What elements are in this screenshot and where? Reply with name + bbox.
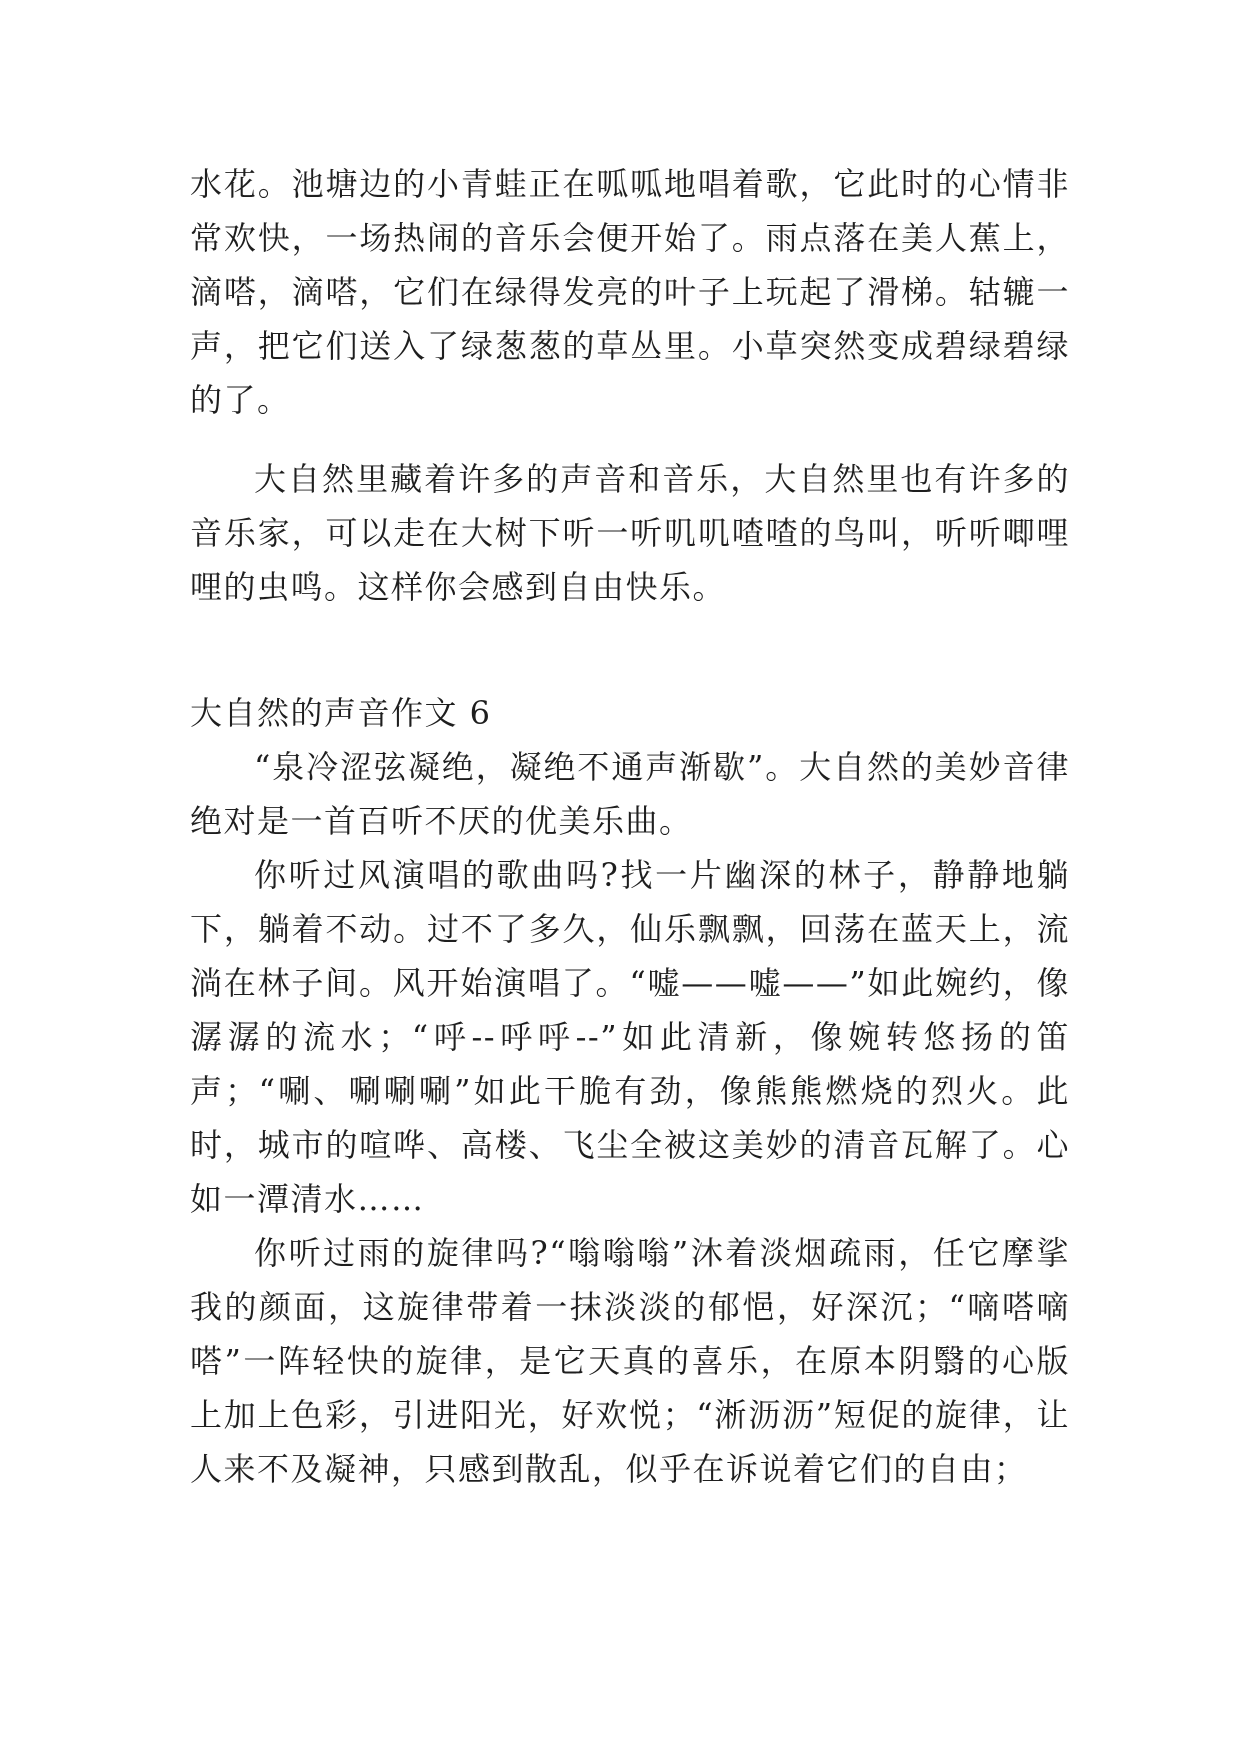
continuation-section xyxy=(190,157,1070,427)
paragraph-poem-quote: “泉冷涩弦凝绝，凝绝不通声渐歇”。大自然的美妙音律绝对是一首百听不厌的优美乐曲。 xyxy=(190,748,1070,840)
essay-6-section xyxy=(190,686,1070,1496)
paragraph-wind-song: 你听过风演唱的歌曲吗?找一片幽深的林子，静静地躺下，躺着不动。过不了多久，仙乐飘飘，回荡在蓝天上，流淌在林子间。风开始演唱了。“嘘——嘘——”如此婉约，像潺潺的流水；“呼--呼呼--”如此清新，像婉转悠扬的笛声；“唰、唰唰唰”如此干脆有劲，像熊熊燃烧的烈火。此时，城市的喧哗、高楼、飞尘全被这美妙的清音瓦解了。心如一潭清水…… xyxy=(190,856,1070,1218)
closing-section xyxy=(190,452,1070,614)
section-title: 大自然的声音作文 6 xyxy=(190,694,492,732)
paragraph-nature-sounds-summary: 大自然里藏着许多的声音和音乐，大自然里也有许多的音乐家，可以走在大树下听一听叽叽喳喳的鸟叫，听听唧哩哩的虫鸣。这样你会感到自由快乐。 xyxy=(190,460,1070,606)
paragraph-rain-on-pond: 水花。池塘边的小青蛙正在呱呱地唱着歌，它此时的心情非常欢快，一场热闹的音乐会便开始了。雨点落在美人蕉上，滴嗒，滴嗒，它们在绿得发亮的叶子上玩起了滑梯。轱辘一声，把它们送入了绿葱葱的草丛里。小草突然变成碧绿碧绿的了。 xyxy=(190,165,1070,419)
paragraph-rain-melody: 你听过雨的旋律吗?“嗡嗡嗡”沐着淡烟疏雨，任它摩挲我的颜面，这旋律带着一抹淡淡的郁悒，好深沉；“嘀嗒嘀嗒”一阵轻快的旋律，是它天真的喜乐，在原本阴翳的心版上加上色彩，引进阳光，好欢悦；“淅沥沥”短促的旋律，让人来不及凝神，只感到散乱，似乎在诉说着它们的自由； xyxy=(190,1234,1070,1488)
